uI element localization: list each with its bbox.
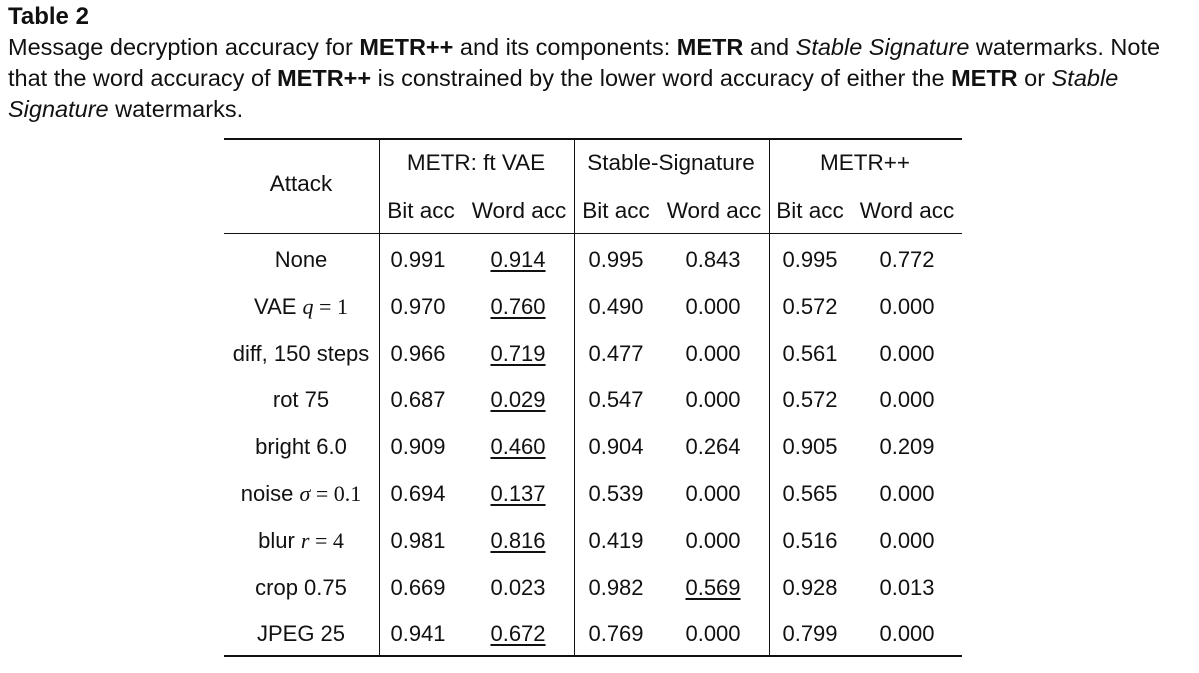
- table-cell: 0.719: [490, 340, 546, 366]
- math-number: 0.1: [333, 481, 362, 506]
- table-cell: 0.209: [879, 434, 935, 460]
- attack-label: [255, 434, 347, 460]
- attack-label-text: None: [274, 247, 328, 272]
- table-cell: 0.460: [490, 434, 546, 460]
- table-cell: 0.905: [782, 434, 838, 460]
- table-cell: 0.769: [588, 621, 644, 647]
- attack-label-text: bright 6.0: [255, 434, 347, 460]
- table-cell: 0.490: [588, 293, 644, 319]
- caption-seg: or: [1017, 65, 1052, 91]
- table-caption: [8, 2, 1194, 125]
- column-divider: [769, 138, 770, 657]
- table-cell: 0.000: [685, 481, 741, 506]
- table-cell: 0.419: [588, 527, 644, 553]
- table-cell: 0.539: [588, 481, 644, 506]
- attack-header: Attack: [269, 171, 333, 196]
- attack-label-text: VAE: [254, 293, 303, 319]
- math-variable: σ: [299, 481, 311, 506]
- attack-param-math: [301, 528, 344, 553]
- table-cell: 0.000: [685, 387, 741, 413]
- table-cell: 0.000: [879, 387, 935, 413]
- caption-stable: Stable Signature: [795, 34, 970, 60]
- table-cell: 0.909: [390, 434, 446, 460]
- table-cell: 0.843: [685, 247, 741, 272]
- table-cell: 0.970: [390, 293, 446, 319]
- bottom-rule: [224, 655, 962, 657]
- caption-seg: and: [743, 34, 796, 60]
- table-cell: 0.029: [490, 387, 546, 413]
- table-cell: 0.995: [782, 247, 838, 272]
- table-cell: 0.565: [782, 481, 838, 506]
- table-title: Table 2: [8, 3, 89, 30]
- table-cell: 0.137: [490, 481, 546, 506]
- sub-header: Word acc: [666, 198, 762, 223]
- math-operator: =: [313, 293, 337, 319]
- caption-seg: is constrained by the lower word accuracy of either the: [371, 65, 952, 91]
- caption-metr: METR: [676, 34, 744, 60]
- table-cell: 0.572: [782, 387, 838, 413]
- group-header: Stable-Signature: [587, 150, 755, 175]
- attack-label-text: noise: [240, 481, 300, 506]
- math-operator: =: [310, 481, 334, 506]
- attack-label: [275, 247, 328, 273]
- table-cell: 0.914: [490, 247, 546, 272]
- table-cell: 0.000: [879, 293, 935, 319]
- attack-label: [254, 294, 348, 320]
- column-divider: [574, 138, 575, 657]
- table-cell: 0.572: [782, 293, 838, 319]
- table-cell: 0.687: [390, 387, 446, 413]
- table-cell: 0.760: [490, 293, 546, 319]
- caption-seg: Message decryption accuracy for: [8, 34, 360, 60]
- sub-header: Word acc: [859, 198, 955, 223]
- table-cell: 0.966: [390, 340, 446, 366]
- table-cell: 0.000: [879, 621, 935, 647]
- attack-label: [255, 575, 347, 601]
- table-cell: 0.561: [782, 340, 838, 366]
- attack-label: [257, 621, 345, 647]
- attack-label-text: JPEG 25: [256, 621, 346, 647]
- table-cell: 0.569: [685, 574, 741, 600]
- table-cell: 0.000: [685, 293, 741, 319]
- table-cell: 0.816: [490, 527, 546, 553]
- table-cell: 0.982: [588, 574, 644, 600]
- caption-seg: watermarks.: [108, 96, 244, 122]
- table-cell: 0.991: [390, 247, 446, 272]
- math-number: 4: [332, 527, 344, 553]
- mid-rule: [224, 233, 962, 234]
- attack-param-math: [303, 294, 348, 319]
- table-cell: 0.941: [390, 621, 446, 647]
- table-cell: 0.904: [588, 434, 644, 460]
- column-divider: [379, 138, 380, 657]
- attack-label: [241, 481, 362, 507]
- table-cell: 0.772: [879, 247, 935, 272]
- attack-label-text: diff, 150 steps: [232, 340, 370, 366]
- caption-stable: Stable Signature: [8, 65, 1119, 122]
- sub-header: Bit acc: [387, 198, 455, 223]
- table-cell: 0.000: [879, 527, 935, 553]
- math-variable: q: [302, 293, 314, 319]
- table-cell: 0.672: [490, 621, 546, 647]
- math-variable: r: [300, 527, 310, 553]
- table-cell: 0.477: [588, 340, 644, 366]
- table-cell: 0.669: [390, 574, 446, 600]
- table-cell: 0.516: [782, 527, 838, 553]
- table-cell: 0.000: [685, 527, 741, 553]
- sub-header: Bit acc: [776, 198, 844, 223]
- table-cell: 0.547: [588, 387, 644, 413]
- attack-label-text: blur: [258, 527, 301, 553]
- caption-metrpp: METR++: [359, 34, 454, 60]
- caption-text: [8, 32, 1194, 125]
- top-rule: [224, 138, 962, 140]
- caption-seg: and its components:: [453, 34, 677, 60]
- caption-metr: METR: [951, 65, 1018, 91]
- attack-label: [273, 387, 329, 413]
- table-cell: 0.013: [879, 574, 935, 600]
- table-cell: 0.000: [685, 340, 741, 366]
- group-header: METR++: [819, 150, 911, 175]
- table-cell: 0.023: [490, 574, 546, 600]
- sub-header: Word acc: [471, 198, 567, 223]
- math-operator: =: [309, 527, 333, 553]
- table-cell: 0.799: [782, 621, 838, 647]
- results-table: [224, 138, 962, 657]
- caption-seg: watermarks. Note that the word accuracy of: [8, 34, 1161, 91]
- caption-metrpp: METR++: [277, 65, 372, 91]
- table-cell: 0.981: [390, 527, 446, 553]
- math-number: 1: [336, 293, 348, 319]
- attack-label-text: rot 75: [272, 387, 330, 413]
- table-cell: 0.000: [685, 621, 741, 647]
- attack-param-math: [299, 481, 361, 506]
- table-cell: 0.000: [879, 481, 935, 506]
- attack-label: [258, 528, 344, 554]
- table-cell: 0.264: [685, 434, 741, 460]
- attack-label: [233, 341, 370, 367]
- group-header: METR: ft VAE: [406, 150, 546, 175]
- table-cell: 0.000: [879, 340, 935, 366]
- table-cell: 0.694: [390, 481, 446, 506]
- attack-label-text: crop 0.75: [255, 574, 347, 600]
- sub-header: Bit acc: [582, 198, 650, 223]
- table-cell: 0.928: [782, 574, 838, 600]
- table-cell: 0.995: [588, 247, 644, 272]
